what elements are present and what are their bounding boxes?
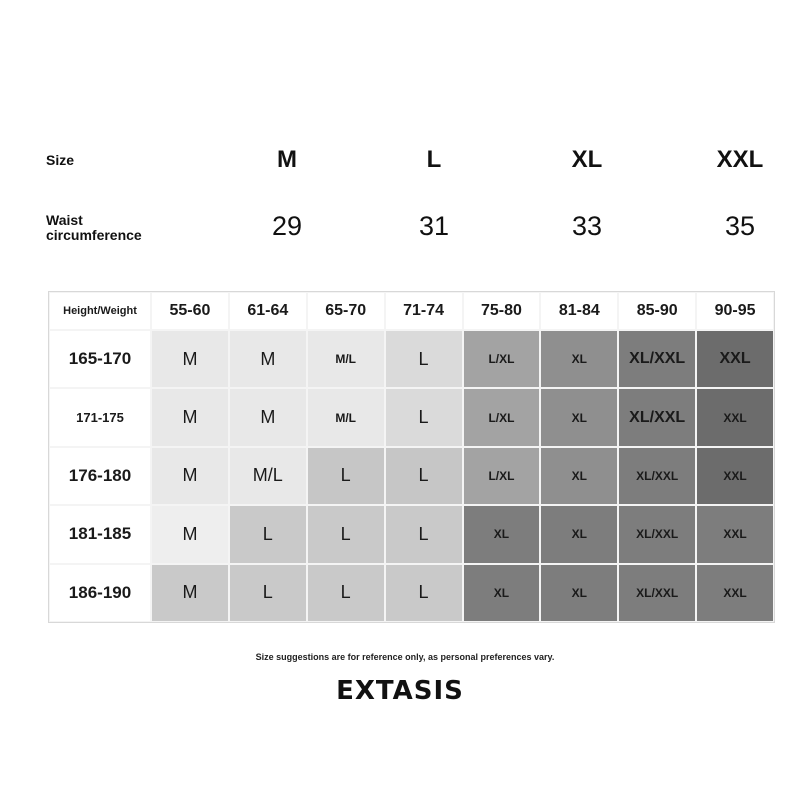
size-cell: L: [386, 331, 462, 387]
size-cell: M: [152, 331, 228, 387]
size-cell: L: [308, 506, 384, 562]
size-cell: L: [386, 389, 462, 445]
size-cell: XL: [541, 565, 617, 621]
size-cell: M: [152, 565, 228, 621]
size-cell: M: [230, 389, 306, 445]
size-cell: XL: [464, 506, 540, 562]
size-cell: M: [230, 331, 306, 387]
size-cell: XL: [541, 506, 617, 562]
waist-label-line1: Waist: [46, 212, 83, 228]
waist-xxl: 35: [724, 211, 756, 241]
size-cell: XL/XXL: [619, 331, 695, 387]
weight-header: 90-95: [697, 293, 773, 329]
size-chart-table: [48, 291, 775, 623]
size-xxl: XXL: [716, 146, 764, 173]
weight-header: 75-80: [464, 293, 540, 329]
waist-label: [46, 213, 142, 243]
size-cell: XL: [464, 565, 540, 621]
size-cell: XXL: [697, 448, 773, 504]
weight-header: 81-84: [541, 293, 617, 329]
size-xl: XL: [571, 146, 603, 173]
height-header: 186-190: [50, 565, 150, 621]
height-header: 181-185: [50, 506, 150, 562]
size-cell: L/XL: [464, 331, 540, 387]
size-cell: M/L: [230, 448, 306, 504]
size-cell: XL/XXL: [619, 506, 695, 562]
size-cell: L: [386, 565, 462, 621]
size-cell: L: [386, 506, 462, 562]
waist-l: 31: [418, 211, 450, 241]
size-cell: L: [308, 565, 384, 621]
size-l: L: [426, 146, 442, 173]
weight-header: 61-64: [230, 293, 306, 329]
size-cell: XL/XXL: [619, 389, 695, 445]
size-cell: L: [230, 506, 306, 562]
size-m: M: [277, 146, 297, 173]
height-header: 176-180: [50, 448, 150, 504]
size-cell: XL: [541, 331, 617, 387]
size-cell: L: [308, 448, 384, 504]
size-cell: XL/XXL: [619, 565, 695, 621]
size-label: Size: [46, 152, 75, 168]
brand-logo: EXTASIS: [336, 676, 464, 706]
height-header: 171-175: [50, 389, 150, 445]
size-cell: L/XL: [464, 448, 540, 504]
weight-header: 85-90: [619, 293, 695, 329]
size-cell: XXL: [697, 331, 773, 387]
size-cell: L/XL: [464, 389, 540, 445]
size-cell: XL: [541, 389, 617, 445]
size-cell: XXL: [697, 506, 773, 562]
size-cell: L: [230, 565, 306, 621]
reference-note: Size suggestions are for reference only, as personal preferences vary.: [255, 652, 555, 662]
size-cell: XL: [541, 448, 617, 504]
size-cell: L: [386, 448, 462, 504]
size-cell: XXL: [697, 389, 773, 445]
waist-xl: 33: [571, 211, 603, 241]
weight-header: 65-70: [308, 293, 384, 329]
size-cell: XXL: [697, 565, 773, 621]
waist-label-line2: circumference: [46, 227, 142, 243]
weight-header: 71-74: [386, 293, 462, 329]
waist-m: 29: [271, 211, 303, 241]
size-cell: M: [152, 506, 228, 562]
size-cell: M/L: [308, 389, 384, 445]
height-header: 165-170: [50, 331, 150, 387]
weight-header: 55-60: [152, 293, 228, 329]
size-cell: XL/XXL: [619, 448, 695, 504]
size-cell: M: [152, 448, 228, 504]
corner-header: Height/Weight: [50, 293, 150, 329]
size-cell: M: [152, 389, 228, 445]
size-cell: M/L: [308, 331, 384, 387]
